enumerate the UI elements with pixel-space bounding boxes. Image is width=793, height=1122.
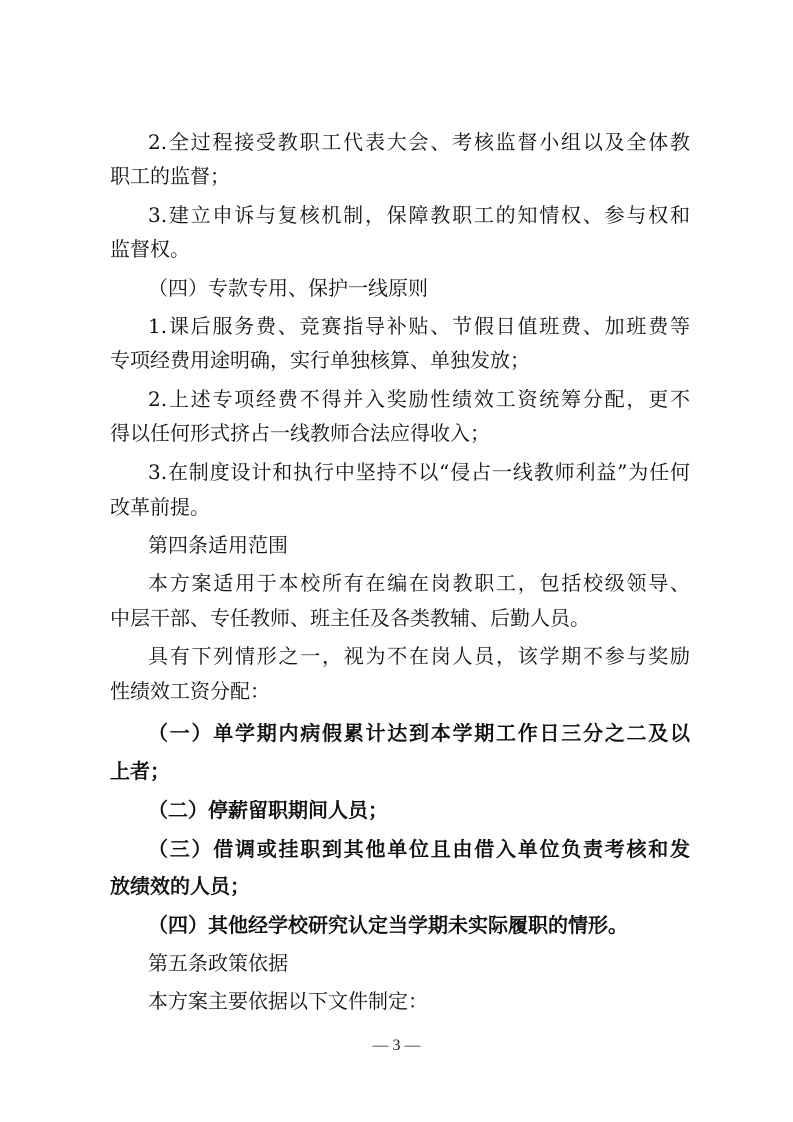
text-line: 性绩效工资分配： (110, 679, 270, 703)
list-item: （四）其他经学校研究认定当学期未实际履职的情形。 (148, 913, 628, 937)
text-line: 具有下列情形之一，视为不在岗人员，该学期不参与奖励 (148, 644, 690, 668)
article-heading: 第四条适用范围 (148, 533, 288, 557)
text-line: 改革前提。 (110, 495, 210, 519)
text-line: 专项经费用途明确，实行单独核算、单独发放； (110, 348, 530, 372)
text-line: 职工的监督； (110, 164, 230, 188)
text-line: 得以任何形式挤占一线教师合法应得收入； (110, 421, 490, 445)
text-line: 中层干部、专任教师、班主任及各类教辅、后勤人员。 (110, 606, 590, 630)
text-line: 3.在制度设计和执行中坚持不以“侵占一线教师利益”为任何 (148, 460, 690, 484)
text-line: 本方案适用于本校所有在编在岗教职工，包括校级领导、 (148, 571, 690, 595)
list-item: （三）借调或挂职到其他单位且由借入单位负责考核和发 (148, 837, 690, 861)
text-line: 监督权。 (110, 237, 190, 261)
text-line: 3.建立申诉与复核机制，保障教职工的知情权、参与权和 (148, 203, 690, 227)
list-item: 上者； (110, 759, 170, 783)
text-line: 1.课后服务费、竞赛指导补贴、节假日值班费、加班费等 (148, 314, 690, 338)
text-line: 2.上述专项经费不得并入奖励性绩效工资统筹分配，更不 (148, 387, 690, 411)
list-item: （二）停薪留职期间人员； (148, 798, 388, 822)
section-heading: （四）专款专用、保护一线原则 (148, 276, 428, 300)
list-item: 放绩效的人员； (110, 874, 250, 898)
list-item: （一）单学期内病假累计达到本学期工作日三分之二及以 (148, 721, 690, 745)
page-number: — 3 — (372, 1037, 421, 1054)
text-line: 本方案主要依据以下文件制定： (148, 989, 428, 1013)
article-heading: 第五条政策依据 (148, 951, 288, 975)
text-line: 2.全过程接受教职工代表大会、考核监督小组以及全体教 (148, 130, 690, 154)
